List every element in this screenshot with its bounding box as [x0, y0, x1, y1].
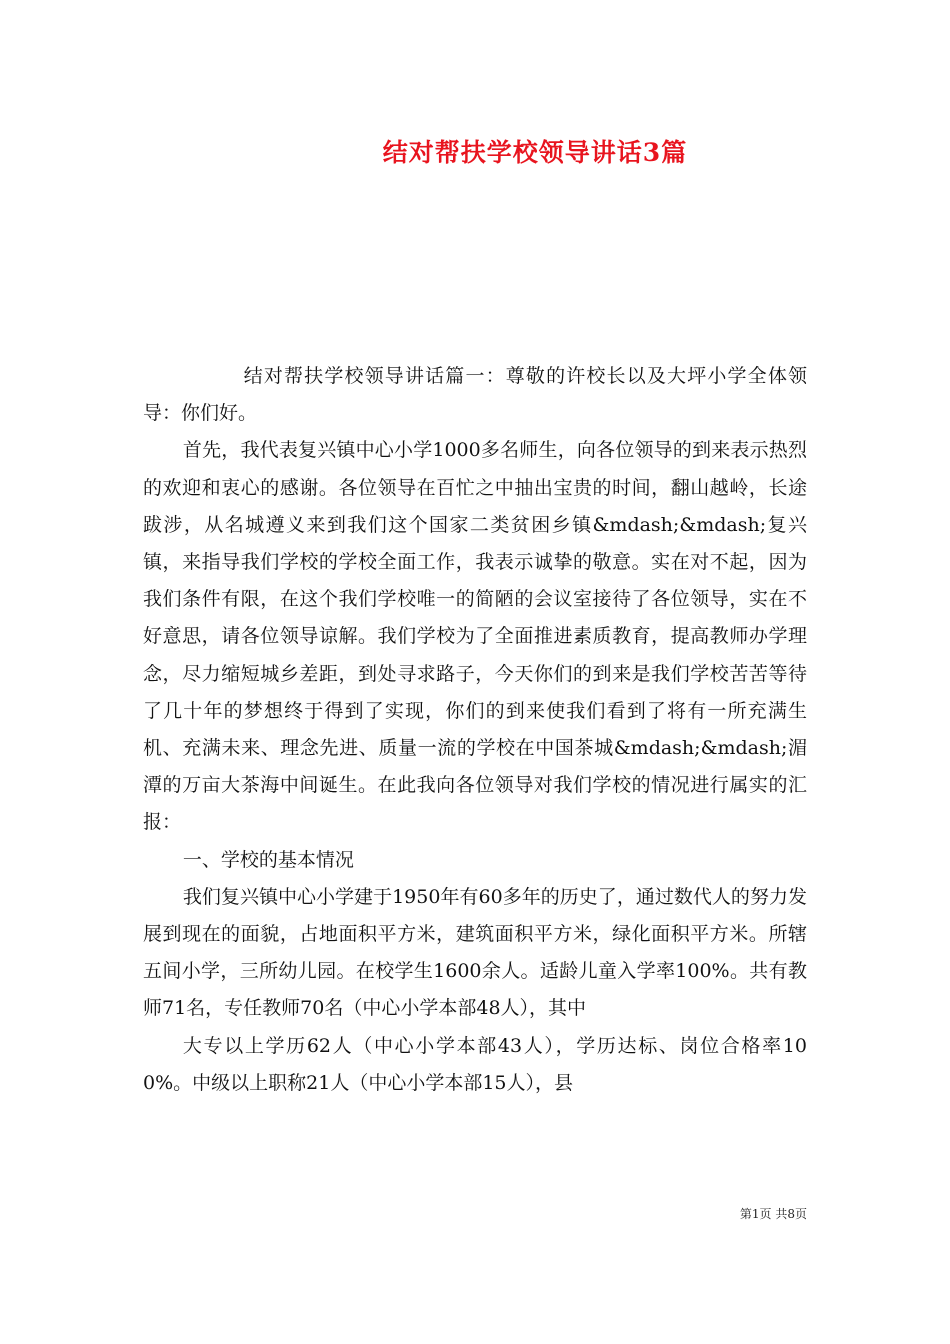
paragraph-greeting: 结对帮扶学校领导讲话篇一：尊敬的许校长以及大坪小学全体领导：你们好。	[143, 365, 807, 425]
document-title: 结对帮扶学校领导讲话3篇	[382, 138, 688, 167]
paragraph-school-info: 我们复兴镇中心小学建于1950年有60多年的历史了，通过数代人的努力发展到现在的面貌，占地面积平方米，建筑面积平方米，绿化面积平方米。所辖五间小学，三所幼儿园。在校学生1600余人。适龄儿童入学率100%。共有教师71名，专任教师70名（中心小学本部48人），其中	[143, 885, 807, 1020]
section-heading: 一、学校的基本情况	[182, 848, 354, 871]
paragraph-welcome: 首先，我代表复兴镇中心小学1000多名师生，向各位领导的到来表示热烈的欢迎和衷心的感谢。各位领导在百忙之中抽出宝贵的时间，翻山越岭，长途跋涉，从名城遵义来到我们这个国家二类贫困乡镇&mdash;&mdash;复兴镇，来指导我们学校的学校全面工作，我表示诚挚的敬意。实在对不起，因为我们条件有限，在这个我们学校唯一的简陋的会议室接待了各位领导，实在不好意思，请各位领导谅解。我们学校为了全面推进素质教育，提高教师办学理念，尽力缩短城乡差距，到处寻求路子，今天你们的到来是我们学校苦苦等待了几十年的梦想终于得到了实现，你们的到来使我们看到了将有一所充满生机、充满未来、理念先进、质量一流的学校在中国茶城&mdash;&mdash;湄潭的万亩大茶海中间诞生。在此我向各位领导对我们学校的情况进行属实的汇报：	[143, 439, 807, 834]
page-number: 第1页 共8页	[739, 1207, 807, 1221]
document-body	[143, 358, 807, 1102]
paragraph-teachers: 大专以上学历62人（中心小学本部43人），学历达标、岗位合格率100%。中级以上职称21人（中心小学本部15人），县	[143, 1034, 807, 1094]
